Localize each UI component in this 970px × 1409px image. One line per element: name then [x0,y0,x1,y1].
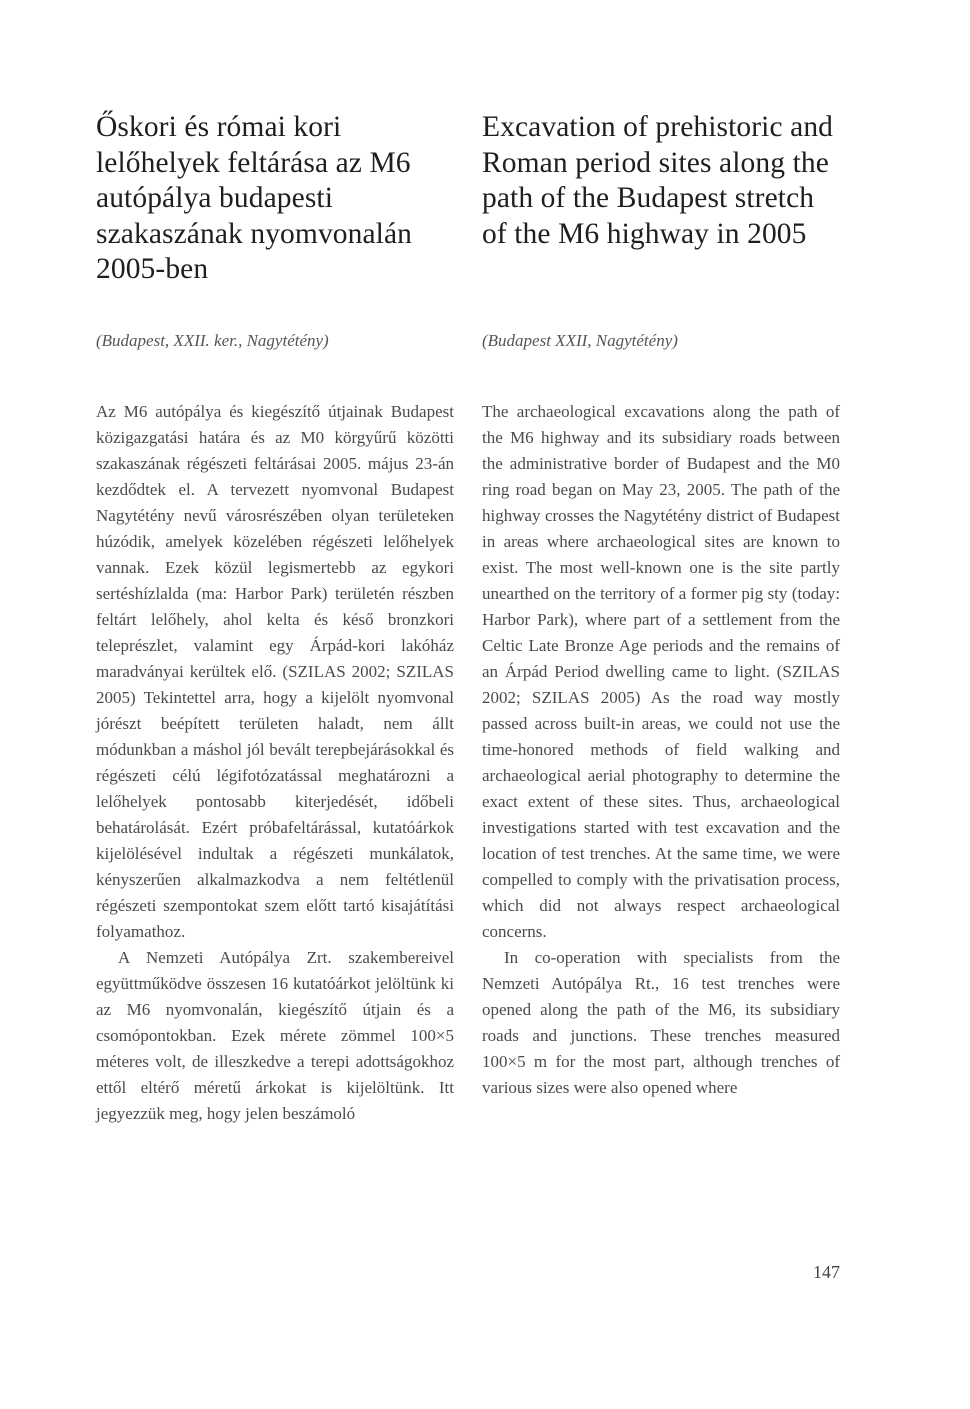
hungarian-body [96,399,454,1127]
english-subtitle: (Budapest XXII, Nagytétény) [482,331,678,350]
english-column [482,110,840,1101]
hungarian-subtitle: (Budapest, XXII. ker., Nagytétény) [96,331,329,350]
hungarian-paragraph-2: A Nemzeti Autópálya Zrt. szakembereivel együttműködve összesen 16 kutatóárkot jelöltünk ki az M6 nyomvonalán, kiegészítő útjain és a csomópontokban. Ezek mérete zömmel 100×5 méteres volt, de illeszkedve a terepi adottságokhoz ettől eltérő méretű árkokat is kijelöltünk. Itt jegyezzük meg, hogy jelen beszámoló [96,948,454,1123]
hungarian-column [96,110,454,1127]
english-title: Excavation of prehistoric and Roman period sites along the path of the Budapest stretch of the M6 highway in 2005 [482,111,834,250]
english-paragraph-1: The archaeological excavations along the path of the M6 highway and its subsidiary roads between the administrative border of Budapest and the M0 ring road began on May 23, 2005. The path of the highway crosses the Nagytétény district of Budapest in areas where archaeological sites are known to exist. The most well-known one is the site partly unearthed on the territory of a former pig sty (today: Harbor Park), where part of a settlement from the Celtic Late Bronze Age periods and the remains of an Árpád Period dwelling came to light. (SZILAS 2002; SZILAS 2005) As the road way mostly passed across built-in areas, we could not use the time-honored methods of field walking and archaeological aerial photography to determine the exact extent of these sites. Thus, archaeological investigations started with test excavation and the location of test trenches. At the same time, we were compelled to comply with the privatisation process, which did not always respect archaeological concerns. [482,402,840,941]
hungarian-title: Őskori és római kori lelőhelyek feltárása az M6 autópálya budapesti szakaszának nyomvonalán 2005-ben [96,111,413,285]
hungarian-paragraph-1: Az M6 autópálya és kiegészítő útjainak Budapest közigazgatási határa és az M0 körgyűrű közötti szakaszának régészeti feltárásai 2005. május 23-án kezdődtek el. A tervezett nyomvonal Budapest Nagytétény nevű városrészében olyan területeken húzódik, amelyek közelében régészeti lelőhelyek vannak. Ezek közül legismertebb az egykori sertéshízlalda (ma: Harbor Park) területén részben feltárt lelőhely, ahol kelta és késő bronzkori teleprészlet, valamint egy Árpád-kori lakóház maradványai kerültek elő. (SZILAS 2002; SZILAS 2005) Tekintettel arra, hogy a kijelölt nyomvonal jórészt beépített területen haladt, nem állt módunkban a máshol jól bevált terepbejárásokkal és régészeti célú légifotózatással meghatározni a lelőhelyek pontosabb kiterjedését, időbeli behatárolását. Ezért próbafeltárással, kutatóárkok kijelölésével indultak a régészeti munkálatok, kényszerűen alkalmazkodva a nem feltétlenül régészeti szempontokat szem előtt tartó kisajátítási folyamathoz. [96,402,454,941]
english-body [482,399,840,1101]
page-number: 147 [813,1262,840,1282]
english-paragraph-2: In co-operation with specialists from the Nemzeti Autópálya Rt., 16 test trenches were opened along the path of the M6, its subsidiary roads and junctions. These trenches measured 100×5 m for the most part, although trenches of various sizes were also opened where [482,948,840,1097]
